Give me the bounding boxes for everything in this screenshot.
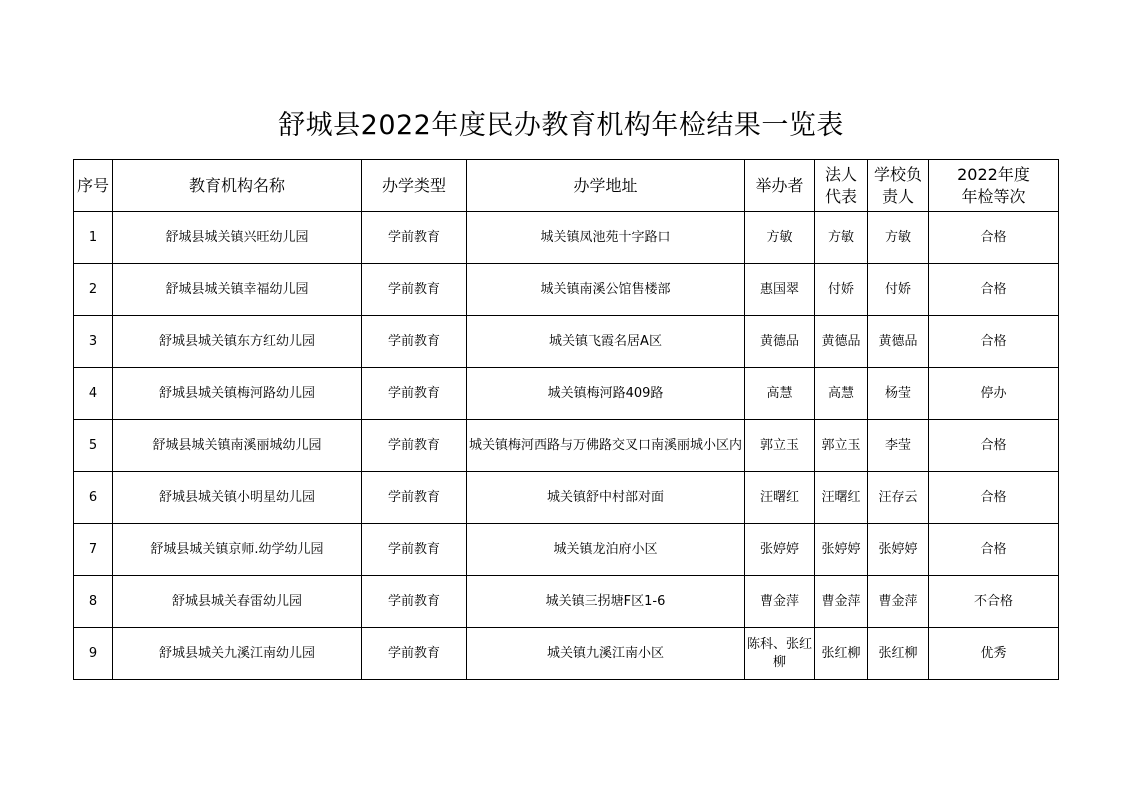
cell-grade: 合格	[929, 264, 1059, 316]
cell-grade: 合格	[929, 524, 1059, 576]
cell-name: 舒城县城关九溪江南幼儿园	[113, 628, 362, 680]
cell-sponsor: 方敏	[745, 212, 815, 264]
cell-seq: 9	[74, 628, 113, 680]
header-principal-line2: 责人	[881, 186, 914, 206]
cell-sponsor: 郭立玉	[745, 420, 815, 472]
cell-grade: 合格	[929, 472, 1059, 524]
cell-address: 城关镇龙泊府小区	[467, 524, 745, 576]
cell-seq: 1	[74, 212, 113, 264]
inspection-results-table	[73, 159, 1059, 680]
cell-sponsor: 汪曙红	[745, 472, 815, 524]
cell-address: 城关镇梅河西路与万佛路交叉口南溪丽城小区内	[467, 420, 745, 472]
cell-grade: 不合格	[929, 576, 1059, 628]
cell-principal: 张红柳	[868, 628, 929, 680]
cell-legal-rep: 方敏	[815, 212, 868, 264]
table-header-row	[74, 160, 1059, 212]
cell-name: 舒城县城关镇梅河路幼儿园	[113, 368, 362, 420]
cell-name: 舒城县城关镇东方红幼儿园	[113, 316, 362, 368]
header-grade	[929, 160, 1059, 212]
cell-legal-rep: 黄德品	[815, 316, 868, 368]
cell-seq: 7	[74, 524, 113, 576]
table-row	[74, 628, 1059, 680]
cell-seq: 5	[74, 420, 113, 472]
cell-name: 舒城县城关镇小明星幼儿园	[113, 472, 362, 524]
cell-legal-rep: 高慧	[815, 368, 868, 420]
cell-sponsor: 张婷婷	[745, 524, 815, 576]
cell-address: 城关镇九溪江南小区	[467, 628, 745, 680]
cell-type: 学前教育	[362, 264, 467, 316]
cell-type: 学前教育	[362, 212, 467, 264]
cell-legal-rep: 曹金萍	[815, 576, 868, 628]
cell-principal: 曹金萍	[868, 576, 929, 628]
cell-sponsor: 惠国翠	[745, 264, 815, 316]
cell-type: 学前教育	[362, 368, 467, 420]
header-name: 教育机构名称	[113, 160, 362, 212]
cell-seq: 2	[74, 264, 113, 316]
table-row	[74, 576, 1059, 628]
cell-name: 舒城县城关镇京师.幼学幼儿园	[113, 524, 362, 576]
cell-type: 学前教育	[362, 420, 467, 472]
cell-name: 舒城县城关镇南溪丽城幼儿园	[113, 420, 362, 472]
cell-principal: 李莹	[868, 420, 929, 472]
cell-legal-rep: 付娇	[815, 264, 868, 316]
header-seq: 序号	[74, 160, 113, 212]
header-legal-rep-line1: 法人	[824, 164, 857, 184]
cell-grade: 合格	[929, 316, 1059, 368]
cell-principal: 付娇	[868, 264, 929, 316]
cell-type: 学前教育	[362, 576, 467, 628]
cell-type: 学前教育	[362, 524, 467, 576]
table-row	[74, 212, 1059, 264]
cell-address: 城关镇飞霞名居A区	[467, 316, 745, 368]
table-row	[74, 524, 1059, 576]
page-title: 舒城县2022年度民办教育机构年检结果一览表	[278, 110, 844, 141]
cell-type: 学前教育	[362, 628, 467, 680]
cell-address: 城关镇凤池苑十字路口	[467, 212, 745, 264]
cell-legal-rep: 汪曙红	[815, 472, 868, 524]
cell-grade: 合格	[929, 212, 1059, 264]
cell-sponsor: 黄德品	[745, 316, 815, 368]
cell-principal: 杨莹	[868, 368, 929, 420]
cell-grade: 优秀	[929, 628, 1059, 680]
header-type: 办学类型	[362, 160, 467, 212]
cell-address: 城关镇三拐塘F区1-6	[467, 576, 745, 628]
cell-legal-rep: 郭立玉	[815, 420, 868, 472]
cell-grade: 合格	[929, 420, 1059, 472]
cell-name: 舒城县城关春雷幼儿园	[113, 576, 362, 628]
table-row	[74, 472, 1059, 524]
cell-principal: 汪存云	[868, 472, 929, 524]
cell-address: 城关镇梅河路409路	[467, 368, 745, 420]
cell-seq: 4	[74, 368, 113, 420]
table-row	[74, 316, 1059, 368]
cell-principal: 黄德品	[868, 316, 929, 368]
cell-principal: 张婷婷	[868, 524, 929, 576]
cell-name: 舒城县城关镇兴旺幼儿园	[113, 212, 362, 264]
header-address: 办学地址	[467, 160, 745, 212]
cell-type: 学前教育	[362, 316, 467, 368]
table-row	[74, 368, 1059, 420]
cell-legal-rep: 张红柳	[815, 628, 868, 680]
table-row	[74, 420, 1059, 472]
header-grade-line1: 2022年度	[957, 164, 1030, 184]
header-grade-line2: 年检等次	[961, 186, 1026, 206]
cell-seq: 3	[74, 316, 113, 368]
header-principal-line1: 学校负	[873, 164, 922, 184]
header-principal	[868, 160, 929, 212]
cell-principal: 方敏	[868, 212, 929, 264]
cell-seq: 8	[74, 576, 113, 628]
cell-sponsor: 曹金萍	[745, 576, 815, 628]
header-sponsor: 举办者	[745, 160, 815, 212]
cell-address: 城关镇南溪公馆售楼部	[467, 264, 745, 316]
table-row	[74, 264, 1059, 316]
cell-name: 舒城县城关镇幸福幼儿园	[113, 264, 362, 316]
cell-sponsor: 陈科、张红柳	[745, 628, 815, 680]
cell-sponsor: 高慧	[745, 368, 815, 420]
cell-type: 学前教育	[362, 472, 467, 524]
cell-legal-rep: 张婷婷	[815, 524, 868, 576]
header-legal-rep	[815, 160, 868, 212]
header-legal-rep-line2: 代表	[824, 186, 857, 206]
cell-grade: 停办	[929, 368, 1059, 420]
cell-seq: 6	[74, 472, 113, 524]
cell-address: 城关镇舒中村部对面	[467, 472, 745, 524]
